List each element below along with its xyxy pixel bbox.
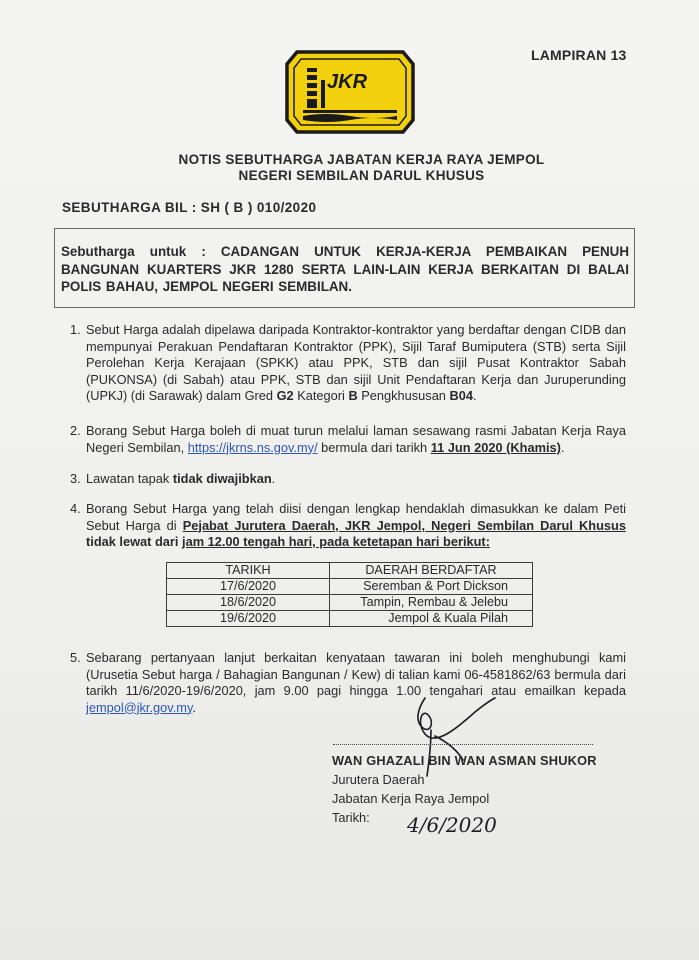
clause-1-body: Sebut Harga adalah dipelawa daripada Kontraktor-kontraktor yang berdaftar dengan CIDB dan mempunyai Perakuan Pendaftaran Kontraktor (PPK), Sijil Taraf Bumiputera (STB) serta Sijil Perolehan Kerja Kerajaan (SPKK) atau PPK, STB dan sijil Pusat Kontraktor Sabah (PUKONSA) (di Sabah) atau PPK, STB dan sijil Unit Pendaftaran Kerja dan Juruperunding (UPKJ) (di Sarawak) dalam Gred (86, 322, 626, 403)
category-value: B (348, 388, 358, 403)
clause-text (86, 471, 626, 488)
clause-text (86, 322, 626, 405)
table-row (167, 611, 533, 627)
clause-text (86, 650, 626, 716)
deadline-prefix: tidak lewat dari (86, 534, 183, 549)
clause-1-end: . (472, 388, 477, 403)
table-row (167, 595, 533, 611)
clause-2-mid: bermula dari tarikh (317, 439, 431, 455)
header-date: TARIKH (167, 563, 330, 579)
clause-number: 1. (70, 322, 81, 337)
clause-5-end: . (192, 699, 196, 715)
clause-4-body: Borang Sebut Harga yang telah diisi dengan lengkap hendaklah dimasukkan ke dalam Peti Sebut Harga di (86, 501, 626, 533)
specialisation-value: B04 (449, 388, 473, 403)
signature-line (333, 744, 593, 745)
notice-title-line1: NOTIS SEBUTHARGA JABATAN KERJA RAYA JEMPOL (178, 152, 545, 167)
clause-5-body: Sebarang pertanyaan lanjut berkaitan kenyataan tawaran ini boleh menghubungi kami (Urusetia Sebut harga / Bahagian Bangunan / Kew) di talian kami 06-4581862/63 bermula dari tarikh 11/6/2020-19/6/2020, jam 9.00 pagi hingga 1.00 tengahari atau emailkan kepada (86, 650, 626, 698)
signatory-department: Jabatan Kerja Raya Jempol (332, 791, 490, 806)
row-date: 17/6/2020 (167, 579, 330, 595)
signatory-name: WAN GHAZALI BIN WAN ASMAN SHUKOR (332, 753, 597, 768)
clause-text (86, 423, 626, 456)
quotation-number: SEBUTHARGA BIL : SH ( B ) 010/2020 (62, 200, 317, 215)
subject-text: CADANGAN UNTUK KERJA-KERJA PEMBAIKAN PENUH BANGUNAN KUARTERS JKR 1280 SERTA LAIN-LAIN KERJA BERKAITAN DI BALAI POLIS BAHAU, JEMPOL NEGERI SEMBILAN. (61, 244, 629, 294)
site-visit-status: tidak diwajibkan (172, 471, 272, 486)
website-link[interactable]: https://jkrns.ns.gov.my/ (187, 439, 318, 455)
quotation-subject (61, 243, 629, 296)
handwritten-date-text: 4/6/2020 (407, 813, 497, 837)
row-district: Seremban & Port Dickson (330, 579, 533, 595)
subject-label: Sebutharga untuk : (61, 244, 206, 259)
clause-number: 2. (70, 423, 81, 438)
clause-number: 5. (70, 650, 81, 665)
clause-number: 3. (70, 471, 81, 486)
table-header-row (167, 563, 533, 579)
row-district: Tampin, Rembau & Jelebu (330, 595, 533, 611)
clause-2-body: Borang Sebut Harga boleh di muat turun melalui laman sesawang rasmi Jabatan Kerja Raya Negeri Sembilan, (86, 423, 626, 455)
clause-2-end: . (560, 439, 565, 455)
deadline-time: jam 12.00 tengah hari, pada ketetapan hari berikut: (182, 534, 490, 549)
row-date: 19/6/2020 (167, 611, 330, 627)
clause-3-end: . (271, 471, 276, 486)
clause-text (86, 501, 626, 551)
submission-schedule-table (166, 562, 533, 627)
quotation-subject-box (54, 228, 635, 308)
specialisation-label: Pengkhususan (357, 388, 450, 403)
handwritten-date (405, 808, 505, 838)
signature-date-label: Tarikh: (332, 810, 370, 825)
start-date: 11 Jun 2020 (Khamis) (430, 439, 561, 455)
jkr-logo (285, 50, 415, 134)
logo-text: JKR (327, 71, 368, 93)
row-district: Jempol & Kuala Pilah (330, 611, 533, 627)
table-row (167, 579, 533, 595)
row-date: 18/6/2020 (167, 595, 330, 611)
category-label: Kategori (293, 388, 349, 403)
header-district: DAERAH BERDAFTAR (330, 563, 533, 579)
clause-3-body: Lawatan tapak (86, 471, 173, 486)
clause-number: 4. (70, 501, 81, 516)
submission-place: Pejabat Jurutera Daerah, JKR Jempol, Negeri Sembilan Darul Khusus (182, 517, 626, 533)
notice-title-line2: NEGERI SEMBILAN DARUL KHUSUS (238, 168, 485, 183)
signatory-role: Jurutera Daerah (332, 772, 425, 787)
appendix-label: LAMPIRAN 13 (531, 47, 627, 63)
grade-value: G2 (276, 388, 294, 403)
email-link[interactable]: jempol@jkr.gov.my (86, 699, 193, 715)
